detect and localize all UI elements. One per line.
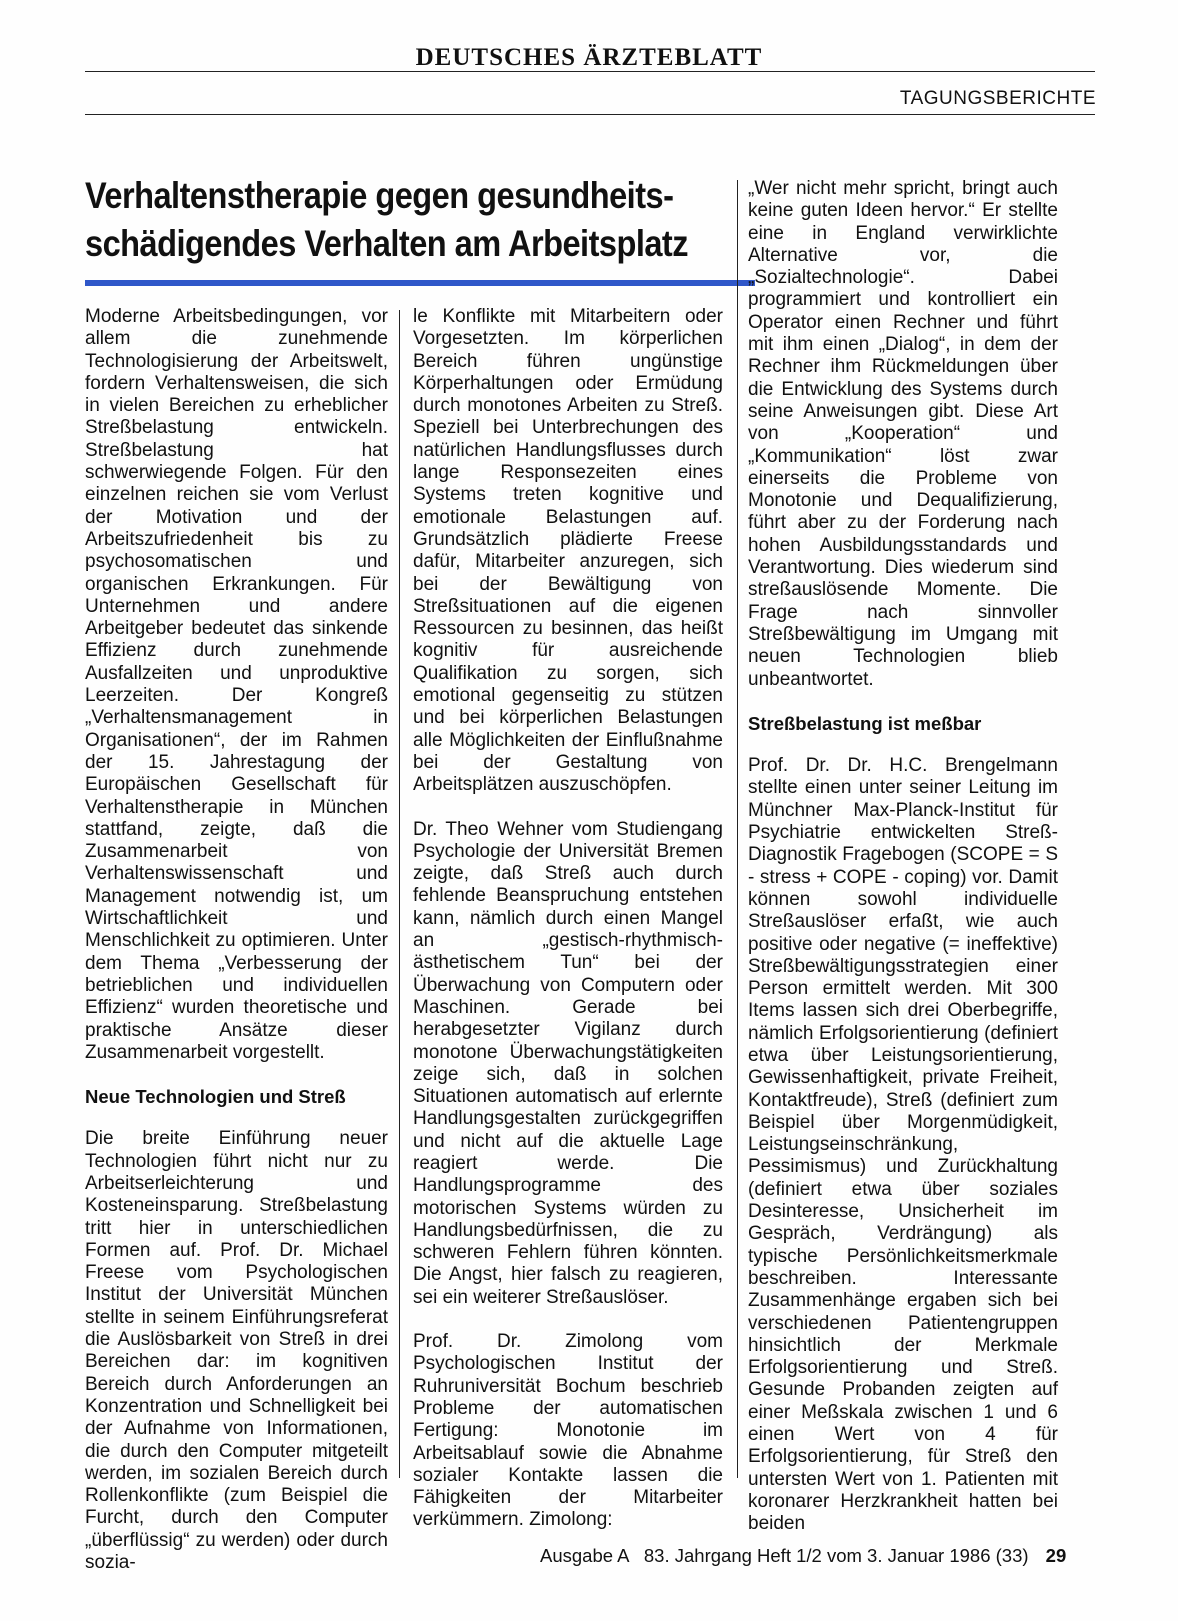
column-divider-2	[737, 180, 738, 1478]
section-label: TAGUNGSBERICHTE	[899, 88, 1096, 109]
header-rule-top	[85, 71, 1095, 72]
footer-citation: Ausgabe A 83. Jahrgang Heft 1/2 vom 3. Januar 1986 (33)	[540, 1545, 1029, 1566]
article-headline	[85, 172, 689, 268]
headline-accent-bar	[85, 280, 755, 286]
header-rule-bottom	[85, 114, 1095, 115]
subheading: Streßbelastung ist meßbar	[748, 712, 982, 734]
article-column-3	[748, 178, 1058, 1558]
subheading: Neue Technologien und Streß	[85, 1086, 346, 1108]
headline-line-2: schädigendes Verhalten am Arbeitsplatz	[85, 223, 689, 264]
paragraph: „Wer nicht mehr spricht, bringt auch keine guten Ideen hervor.“ Er stellte eine in England verwirklichte Alternative vor, die „Sozialtechnologie“. Dabei programmiert und kontrolliert ein Operator einen Rechner und führt mit ihm einen „Dialog“, in dem der Rechner ihm Rückmeldungen über die Entwicklung des Systems durch seine Anweisungen gibt. Diese Art von „Kooperation“ und „Kommunikation“ löst zwar einerseits die Probleme von Monotonie und Dequalifizierung, führt aber zu der Forderung nach hohen Ausbildungsstandards und Verantwortung. Dies wiederum sind streßauslösende Momente. Die Frage nach sinnvoller Streßbewältigung im Umgang mit neuen Technologien blieb unbeantwortet.	[748, 178, 1058, 690]
paragraph: le Konflikte mit Mitarbeitern oder Vorgesetzten. Im körperlichen Bereich führen ungünstige Körperhaltungen oder Ermüdung durch monotones Arbeiten zu Streß. Speziell bei Unterbrechungen des natürlichen Handlungsflusses durch lange Responsezeiten eines Systems treten kognitive und emotionale Belastungen auf. Grundsätzlich plädierte Freese dafür, Mitarbeiter anzuregen, sich bei der Bewältigung von Streßsituationen auf die eigenen Ressourcen zu besinnen, das heißt kognitiv für ausreichende Qualifikation zu sorgen, sich emotional gegenseitig zu stützen und bei körperlichen Belastungen alle Möglichkeiten der Einflußnahme bei der Gestaltung von Arbeitsplätzen auszuschöpfen.	[413, 306, 723, 796]
journal-title: DEUTSCHES ÄRZTEBLATT	[415, 44, 763, 71]
article-column-1	[85, 306, 388, 1596]
page-footer	[540, 1545, 1066, 1567]
paragraph: Dr. Theo Wehner vom Studiengang Psychologie der Universität Bremen zeigte, daß Streß auch durch fehlende Beanspruchung entstehen kann, nämlich durch einen Mangel an „gestisch-rhythmisch-ästhetischem Tun“ bei der Überwachung von Computern oder Maschinen. Gerade bei herabgesetzter Vigilanz durch monotone Überwachungstätigkeiten zeige sich, daß in solchen Situationen automatisch auf erlernte Handlungsgestalten zurückgegriffen und nicht auf die aktuelle Lage reagiert werde. Die Handlungsprogramme des motorischen Systems würden zu Handlungsbedürfnissen, die zu schweren Fehlern führen könnten. Die Angst, hier falsch zu reagieren, sei ein weiterer Streßauslöser.	[413, 818, 723, 1308]
headline-line-1: Verhaltenstherapie gegen gesundheits-	[85, 175, 674, 216]
paragraph: Moderne Arbeitsbedingungen, vor allem die zunehmende Technologisierung der Arbeitswelt, fordern Verhaltensweisen, die sich in vielen Bereichen zu erheblicher Streßbelastung entwickeln. Streßbelastung hat schwerwiegende Folgen. Für den einzelnen reichen sie vom Verlust der Motivation und der Arbeitszufriedenheit bis zu psychosomatischen und organischen Erkrankungen. Für Unternehmen und andere Arbeitgeber bedeutet das sinkende Effizienz durch zunehmende Ausfallzeiten und unproduktive Leerzeiten. Der Kongreß „Verhaltensmanagement in Organisationen“, der im Rahmen der 15. Jahrestagung der Europäischen Gesellschaft für Verhaltenstherapie in München stattfand, zeigte, daß die Zusammenarbeit von Verhaltenswissenschaft und Management notwendig ist, um Wirtschaftlichkeit und Menschlichkeit zu optimieren. Unter dem Thema „Verbesserung der betrieblichen und individuellen Effizienz“ wurden theoretische und praktische Ansätze dieser Zusammenarbeit vorgestellt.	[85, 306, 388, 1063]
article-column-2	[413, 306, 723, 1554]
paragraph: Die breite Einführung neuer Technologien führt nicht nur zu Arbeitserleichterung und Kosteneinsparung. Streßbelastung tritt hier in unterschiedlichen Formen auf. Prof. Dr. Michael Freese vom Psychologischen Institut der Universität München stellte in seinem Einführungsreferat die Auslösbarkeit von Streß in drei Bereichen dar: im kognitiven Bereich durch Anforderungen an Konzentration und Schnelligkeit bei der Aufnahme von Informationen, die durch den Computer mitgeteilt werden, im sozialen Bereich durch Rollenkonflikte (zum Beispiel die Furcht, durch den Computer „überflüssig“ zu werden) oder durch sozia-	[85, 1128, 388, 1574]
paragraph: Prof. Dr. Dr. H.C. Brengelmann stellte einen unter seiner Leitung im Münchner Max-Planck-Institut für Psychiatrie entwickelten Streß-Diagnostik Fragebogen (SCOPE = S - stress + COPE - coping) vor. Damit können sowohl individuelle Streßauslöser erfaßt, wie auch positive oder negative (= ineffektive) Streßbewältigungsstrategien einer Person ermittelt werden. Mit 300 Items lassen sich drei Oberbegriffe, nämlich Erfolgsorientierung (definiert etwa über Leistungsorientierung, Gewissenhaftigkeit, private Freiheit, Kontaktfreude), Streß (definiert zum Beispiel über Morgenmüdigkeit, Leistungseinschränkung, Pessimismus) und Zurückhaltung (definiert etwa über soziales Desinteresse, Unsicherheit im Gespräch, Verdrängung) als typische Persönlichkeitsmerkmale beschreiben. Interessante Zusammenhänge ergaben sich bei verschiedenen Patientengruppen hinsichtlich der Merkmale Erfolgsorientierung und Streß. Gesunde Probanden zeigten auf einer Meßskala zwischen 1 und 6 einen Wert von 4 für Erfolgsorientierung, für Streß den untersten Wert von 1. Patienten mit koronarer Herzkrankheit hatten bei beiden	[748, 755, 1058, 1535]
paragraph: Prof. Dr. Zimolong vom Psychologischen Institut der Ruhruniversität Bochum beschrieb Probleme der automatischen Fertigung: Monotonie im Arbeitsablauf sowie die Abnahme sozialer Kontakte lassen die Fähigkeiten der Mitarbeiter verkümmern. Zimolong:	[413, 1331, 723, 1531]
column-divider-1	[399, 310, 400, 1478]
page-number: 29	[1045, 1545, 1067, 1566]
